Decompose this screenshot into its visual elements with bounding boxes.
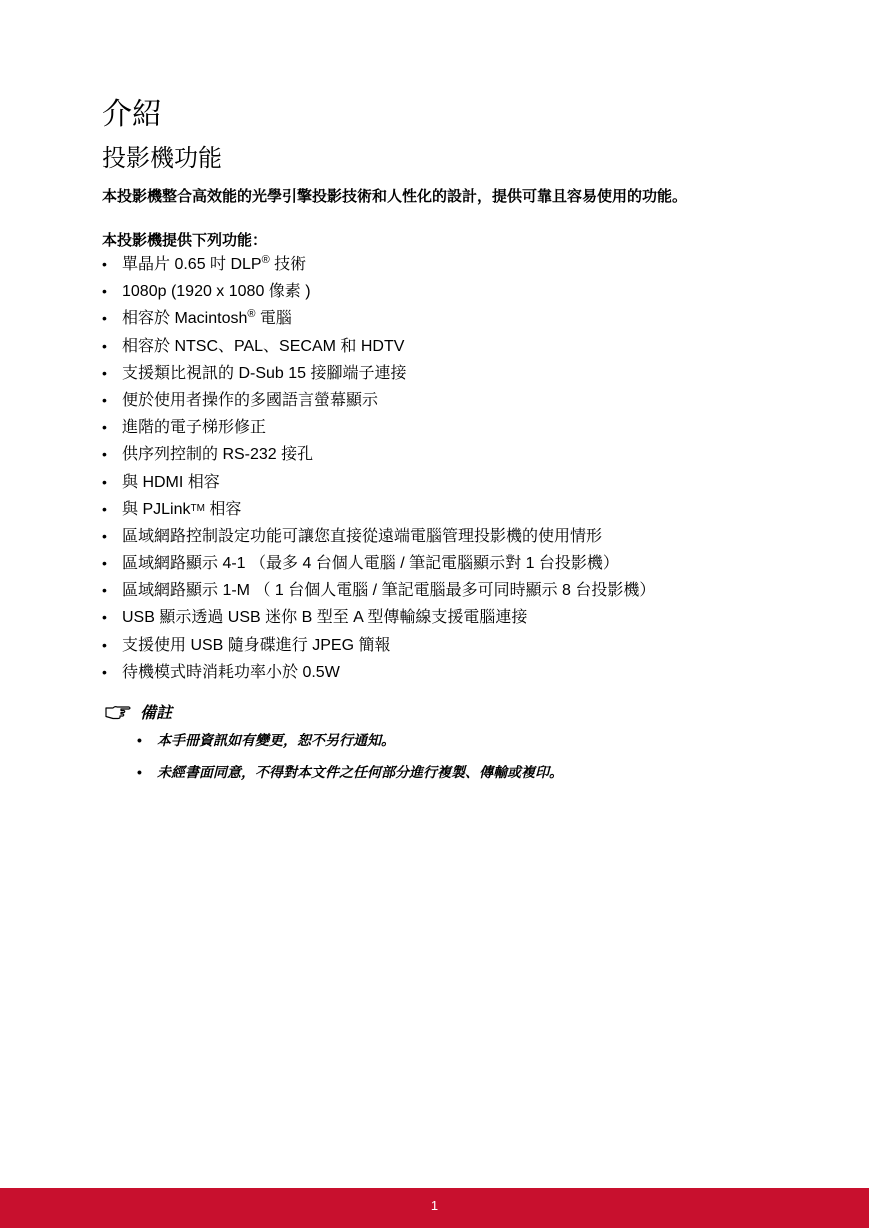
feature-list xyxy=(102,251,655,686)
feature-text: 支援使用 USB 隨身碟進行 JPEG 簡報 xyxy=(122,636,391,654)
feature-item xyxy=(102,305,655,332)
footer-bar xyxy=(0,1188,869,1228)
bullet-icon: • xyxy=(102,364,107,381)
pointing-hand-icon xyxy=(104,701,132,721)
feature-item xyxy=(102,469,655,496)
bullet-icon: • xyxy=(102,256,107,272)
note-text: 本手冊資訊如有變更，恕不另行通知。 xyxy=(157,732,395,748)
feature-item xyxy=(102,360,655,387)
feature-item xyxy=(102,441,655,468)
feature-item xyxy=(102,550,655,577)
feature-text: 與 HDMI 相容 xyxy=(122,473,220,491)
page-number: 1 xyxy=(430,1198,439,1213)
feature-lead-text: 本投影機提供下列功能： xyxy=(102,232,268,249)
bullet-icon: • xyxy=(102,663,107,680)
bullet-icon: • xyxy=(102,582,107,599)
bullet-icon: • xyxy=(102,500,107,517)
section-title: 投影機功能 xyxy=(102,145,222,172)
bullet-icon: • xyxy=(102,283,107,300)
feature-item xyxy=(102,604,655,631)
feature-text: 便於使用者操作的多國語言螢幕顯示 xyxy=(122,391,379,409)
trademark-mark: TM xyxy=(190,502,205,514)
bullet-icon: • xyxy=(102,555,107,572)
registered-mark: ® xyxy=(261,254,270,266)
note-list xyxy=(137,727,563,791)
bullet-icon: • xyxy=(102,527,107,544)
feature-text: 相容於 NTSC、PAL、SECAM 和 HDTV xyxy=(122,337,405,355)
feature-text: 區域網路控制設定功能可讓您直接從遠端電腦管理投影機的使用情形 xyxy=(122,527,603,545)
feature-item xyxy=(102,387,655,414)
bullet-icon: • xyxy=(102,473,107,490)
bullet-icon: • xyxy=(102,636,107,653)
feature-text: USB 顯示透過 USB 迷你 B 型至 A 型傳輸線支援電腦連接 xyxy=(122,609,528,627)
feature-item xyxy=(102,577,655,604)
feature-item xyxy=(102,523,655,550)
feature-text: 單晶片 0.65 吋 DLP xyxy=(122,256,262,273)
bullet-icon: • xyxy=(137,764,142,780)
note-text: 未經書面同意，不得對本文件之任何部分進行複製、傳輸或複印。 xyxy=(157,764,563,780)
note-item xyxy=(137,727,563,759)
bullet-icon: • xyxy=(102,419,107,436)
feature-text-suffix: 相容 xyxy=(204,500,242,518)
note-item xyxy=(137,759,563,791)
feature-text: 區域網路顯示 1-M （ 1 台個人電腦 / 筆記電腦最多可同時顯示 8 台投影機） xyxy=(122,582,656,600)
feature-text: 待機模式時消耗功率小於 0.5W xyxy=(122,663,340,681)
feature-text-suffix: 技術 xyxy=(269,256,307,273)
feature-text: 供序列控制的 RS-232 接孔 xyxy=(122,446,314,464)
feature-item xyxy=(102,496,655,523)
bullet-icon: • xyxy=(102,609,107,626)
registered-mark: ® xyxy=(247,308,256,321)
bullet-icon: • xyxy=(102,391,107,408)
feature-text: 進階的電子梯形修正 xyxy=(122,419,267,437)
bullet-icon: • xyxy=(102,337,107,354)
feature-item xyxy=(102,659,655,686)
note-header xyxy=(104,699,172,723)
feature-text: 區域網路顯示 4-1 （最多 4 台個人電腦 / 筆記電腦顯示對 1 台投影機） xyxy=(122,555,619,573)
feature-item xyxy=(102,251,655,278)
bullet-icon: • xyxy=(102,310,107,327)
feature-item xyxy=(102,632,655,659)
note-label: 備註 xyxy=(140,704,173,722)
page-title: 介紹 xyxy=(102,98,162,131)
intro-paragraph: 本投影機整合高效能的光學引擎投影技術和人性化的設計，提供可靠且容易使用的功能。 xyxy=(102,188,688,205)
feature-text: 1080p (1920 x 1080 像素 ) xyxy=(122,283,311,301)
feature-text: 支援類比視訊的 D-Sub 15 接腳端子連接 xyxy=(122,364,407,382)
feature-item xyxy=(102,414,655,441)
feature-text: 與 PJLink xyxy=(122,500,191,518)
feature-text-suffix: 電腦 xyxy=(255,310,292,328)
bullet-icon: • xyxy=(102,446,107,463)
bullet-icon: • xyxy=(137,732,142,748)
feature-item xyxy=(102,278,655,305)
feature-text: 相容於 Macintosh xyxy=(122,310,248,328)
feature-item xyxy=(102,333,655,360)
